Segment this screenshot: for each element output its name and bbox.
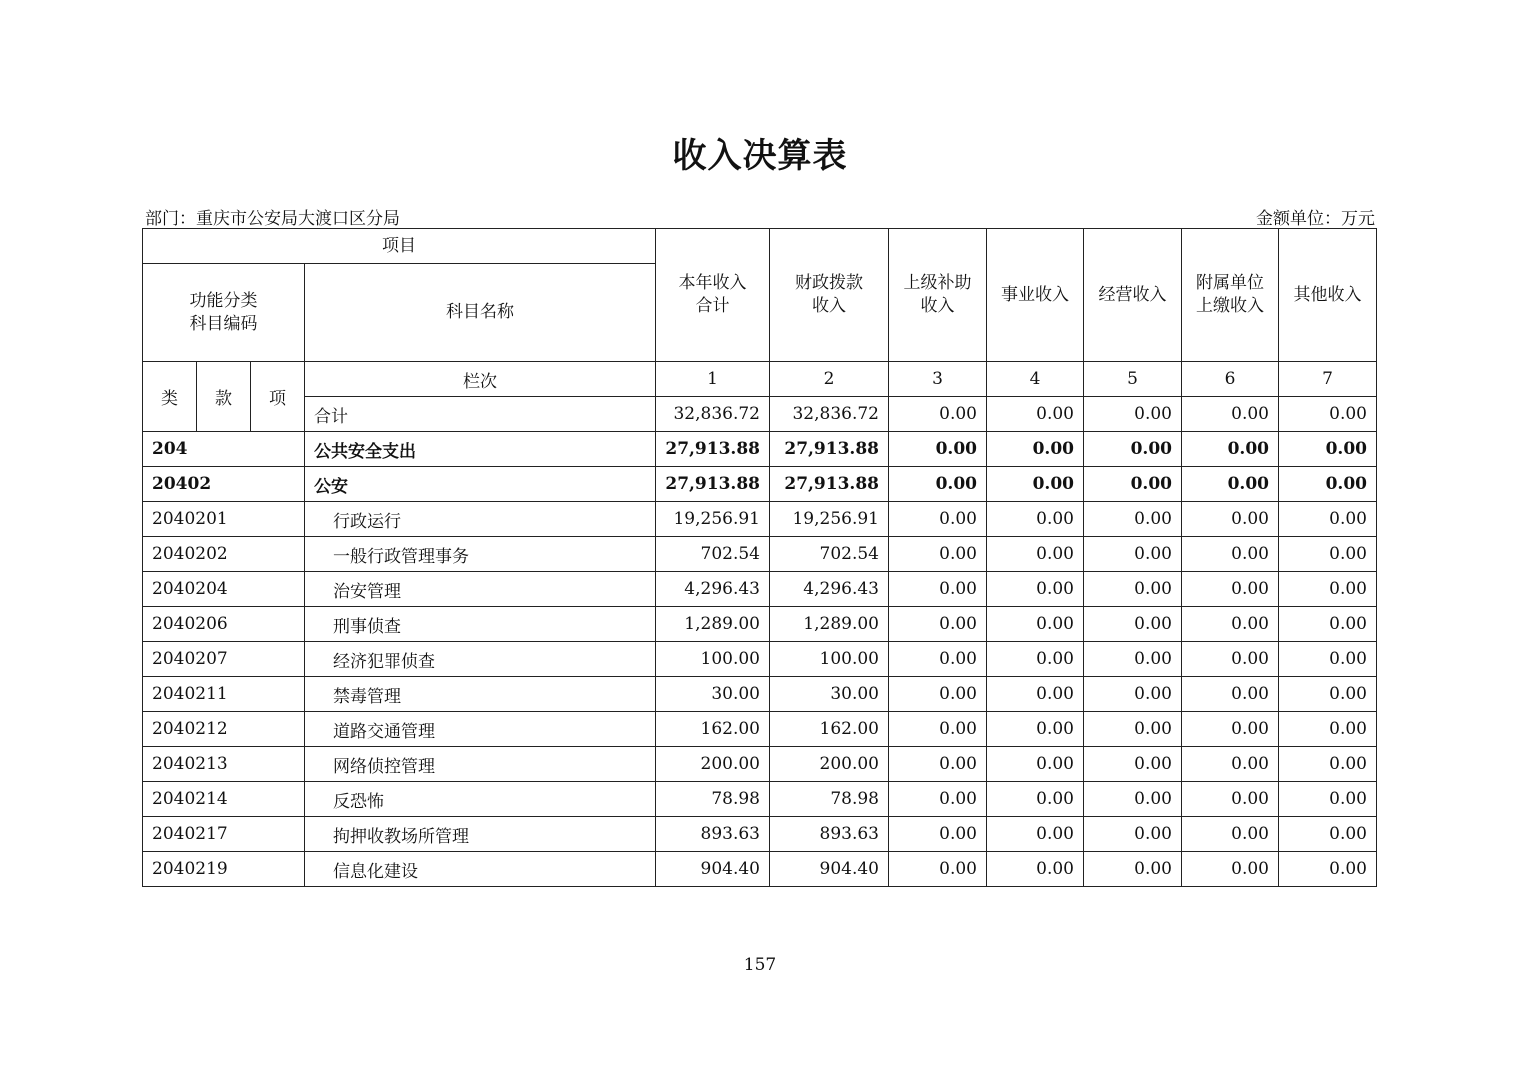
value-cell: 200.00: [770, 747, 889, 782]
code-cell: 2040201: [143, 502, 305, 537]
col-num: 7: [1279, 362, 1377, 397]
value-cell: 0.00: [1182, 817, 1279, 852]
value-cell: 0.00: [1279, 642, 1377, 677]
value-cell: 0.00: [1084, 677, 1182, 712]
value-cell: 893.63: [770, 817, 889, 852]
page-number: 157: [743, 955, 777, 975]
value-cell: 0.00: [987, 852, 1084, 887]
code-cell: 20402: [143, 467, 305, 502]
value-cell: 0.00: [1084, 782, 1182, 817]
value-cell: 0.00: [1084, 397, 1182, 432]
code-cell: 2040207: [143, 642, 305, 677]
page-title: 收入决算表: [672, 136, 848, 176]
value-cell: 0.00: [889, 537, 987, 572]
subject-name-cell: 拘押收教场所管理: [305, 817, 656, 852]
value-cell: 4,296.43: [656, 572, 770, 607]
value-cell: 32,836.72: [656, 397, 770, 432]
subject-name-cell: 一般行政管理事务: [305, 537, 656, 572]
table-row: [143, 747, 1377, 782]
value-cell: 702.54: [656, 537, 770, 572]
value-cell: 0.00: [1182, 747, 1279, 782]
value-cell: 0.00: [1279, 782, 1377, 817]
value-cell: 0.00: [889, 432, 987, 467]
header-operating: 经营收入: [1084, 229, 1182, 362]
value-cell: 0.00: [1279, 572, 1377, 607]
value-cell: 0.00: [889, 817, 987, 852]
table-row: [143, 852, 1377, 887]
col-num: 6: [1182, 362, 1279, 397]
code-cell: 2040219: [143, 852, 305, 887]
col-num: 4: [987, 362, 1084, 397]
table-row: [143, 642, 1377, 677]
subject-name-cell: 行政运行: [305, 502, 656, 537]
table-row: [143, 432, 1377, 467]
table-row: [143, 467, 1377, 502]
value-cell: 200.00: [656, 747, 770, 782]
value-cell: 0.00: [987, 572, 1084, 607]
subject-name-cell: 网络侦控管理: [305, 747, 656, 782]
value-cell: 0.00: [889, 852, 987, 887]
value-cell: 0.00: [889, 712, 987, 747]
value-cell: 0.00: [987, 712, 1084, 747]
code-cell: 2040212: [143, 712, 305, 747]
code-cell: 204: [143, 432, 305, 467]
value-cell: 0.00: [1182, 712, 1279, 747]
value-cell: 0.00: [1279, 817, 1377, 852]
value-cell: 0.00: [1084, 432, 1182, 467]
value-cell: 0.00: [1084, 537, 1182, 572]
subject-name-cell: 公共安全支出: [305, 432, 656, 467]
value-cell: 0.00: [1279, 712, 1377, 747]
code-cell: 2040214: [143, 782, 305, 817]
value-cell: 0.00: [889, 677, 987, 712]
value-cell: 0.00: [889, 747, 987, 782]
header-other: 其他收入: [1279, 229, 1377, 362]
code-cell: 2040213: [143, 747, 305, 782]
value-cell: 0.00: [987, 432, 1084, 467]
value-cell: 0.00: [1279, 607, 1377, 642]
value-cell: 0.00: [1279, 467, 1377, 502]
header-total: 本年收入 合计: [656, 229, 770, 362]
table-row: [143, 607, 1377, 642]
code-cell: 2040206: [143, 607, 305, 642]
value-cell: 0.00: [889, 467, 987, 502]
table-row: [143, 712, 1377, 747]
header-project: 项目: [143, 229, 656, 264]
value-cell: 0.00: [1279, 537, 1377, 572]
value-cell: 162.00: [656, 712, 770, 747]
value-cell: 100.00: [770, 642, 889, 677]
value-cell: 0.00: [1182, 642, 1279, 677]
code-cell: 2040202: [143, 537, 305, 572]
header-subject-name: 科目名称: [305, 264, 656, 362]
value-cell: 32,836.72: [770, 397, 889, 432]
value-cell: 1,289.00: [656, 607, 770, 642]
col-num: 1: [656, 362, 770, 397]
value-cell: 0.00: [889, 397, 987, 432]
value-cell: 0.00: [1182, 607, 1279, 642]
code-cell: 2040204: [143, 572, 305, 607]
value-cell: 0.00: [1084, 817, 1182, 852]
value-cell: 30.00: [656, 677, 770, 712]
col-num: 2: [770, 362, 889, 397]
table-row: [143, 782, 1377, 817]
value-cell: 0.00: [889, 502, 987, 537]
subject-name-cell: 经济犯罪侦查: [305, 642, 656, 677]
value-cell: 0.00: [1279, 852, 1377, 887]
value-cell: 0.00: [1084, 467, 1182, 502]
department-label: 部门：重庆市公安局大渡口区分局: [145, 209, 400, 229]
value-cell: 4,296.43: [770, 572, 889, 607]
income-table: [142, 228, 1377, 887]
value-cell: 0.00: [1182, 572, 1279, 607]
value-cell: 0.00: [987, 747, 1084, 782]
value-cell: 0.00: [1182, 537, 1279, 572]
value-cell: 30.00: [770, 677, 889, 712]
header-lanci: 栏次: [305, 362, 656, 397]
value-cell: 27,913.88: [770, 432, 889, 467]
header-upper: 上级补助 收入: [889, 229, 987, 362]
subject-name-cell: 治安管理: [305, 572, 656, 607]
value-cell: 0.00: [987, 607, 1084, 642]
value-cell: 0.00: [1182, 432, 1279, 467]
value-cell: 0.00: [1182, 467, 1279, 502]
value-cell: 0.00: [1084, 712, 1182, 747]
value-cell: 0.00: [987, 467, 1084, 502]
value-cell: 0.00: [889, 642, 987, 677]
value-cell: 78.98: [656, 782, 770, 817]
value-cell: 0.00: [1084, 852, 1182, 887]
subject-name-cell: 禁毒管理: [305, 677, 656, 712]
header-business: 事业收入: [987, 229, 1084, 362]
value-cell: 0.00: [1084, 572, 1182, 607]
value-cell: 19,256.91: [656, 502, 770, 537]
value-cell: 0.00: [1279, 677, 1377, 712]
total-row: [143, 397, 1377, 432]
subject-name-cell: 公安: [305, 467, 656, 502]
header-affiliated: 附属单位 上缴收入: [1182, 229, 1279, 362]
value-cell: 0.00: [1182, 852, 1279, 887]
subject-name-cell: 刑事侦查: [305, 607, 656, 642]
value-cell: 0.00: [1084, 642, 1182, 677]
total-label: 合计: [305, 397, 656, 432]
header-lei: 类: [143, 362, 197, 432]
subject-name-cell: 反恐怖: [305, 782, 656, 817]
value-cell: 0.00: [1182, 502, 1279, 537]
value-cell: 893.63: [656, 817, 770, 852]
value-cell: 0.00: [1279, 432, 1377, 467]
value-cell: 0.00: [1279, 747, 1377, 782]
value-cell: 904.40: [770, 852, 889, 887]
value-cell: 19,256.91: [770, 502, 889, 537]
header-fiscal: 财政拨款 收入: [770, 229, 889, 362]
col-num: 3: [889, 362, 987, 397]
value-cell: 0.00: [1279, 397, 1377, 432]
value-cell: 0.00: [889, 782, 987, 817]
value-cell: 0.00: [1182, 782, 1279, 817]
table-row: [143, 817, 1377, 852]
value-cell: 702.54: [770, 537, 889, 572]
value-cell: 0.00: [987, 677, 1084, 712]
table-row: [143, 677, 1377, 712]
value-cell: 0.00: [987, 502, 1084, 537]
table-row: [143, 502, 1377, 537]
value-cell: 904.40: [656, 852, 770, 887]
code-cell: 2040211: [143, 677, 305, 712]
value-cell: 0.00: [987, 642, 1084, 677]
header-kuan: 款: [197, 362, 251, 432]
code-cell: 2040217: [143, 817, 305, 852]
value-cell: 0.00: [889, 607, 987, 642]
value-cell: 0.00: [889, 572, 987, 607]
value-cell: 0.00: [1084, 502, 1182, 537]
value-cell: 0.00: [1084, 747, 1182, 782]
value-cell: 0.00: [987, 397, 1084, 432]
col-num: 5: [1084, 362, 1182, 397]
value-cell: 0.00: [1279, 502, 1377, 537]
value-cell: 0.00: [987, 782, 1084, 817]
value-cell: 100.00: [656, 642, 770, 677]
value-cell: 0.00: [1084, 607, 1182, 642]
value-cell: 162.00: [770, 712, 889, 747]
subject-name-cell: 道路交通管理: [305, 712, 656, 747]
value-cell: 0.00: [1182, 677, 1279, 712]
table-row: [143, 572, 1377, 607]
value-cell: 1,289.00: [770, 607, 889, 642]
value-cell: 27,913.88: [656, 432, 770, 467]
header-xiang: 项: [251, 362, 305, 432]
table-row: [143, 537, 1377, 572]
value-cell: 78.98: [770, 782, 889, 817]
value-cell: 27,913.88: [770, 467, 889, 502]
subject-name-cell: 信息化建设: [305, 852, 656, 887]
unit-label: 金额单位：万元: [1256, 209, 1375, 229]
value-cell: 0.00: [1182, 397, 1279, 432]
value-cell: 27,913.88: [656, 467, 770, 502]
value-cell: 0.00: [987, 817, 1084, 852]
value-cell: 0.00: [987, 537, 1084, 572]
header-func-class: 功能分类 科目编码: [143, 264, 305, 362]
